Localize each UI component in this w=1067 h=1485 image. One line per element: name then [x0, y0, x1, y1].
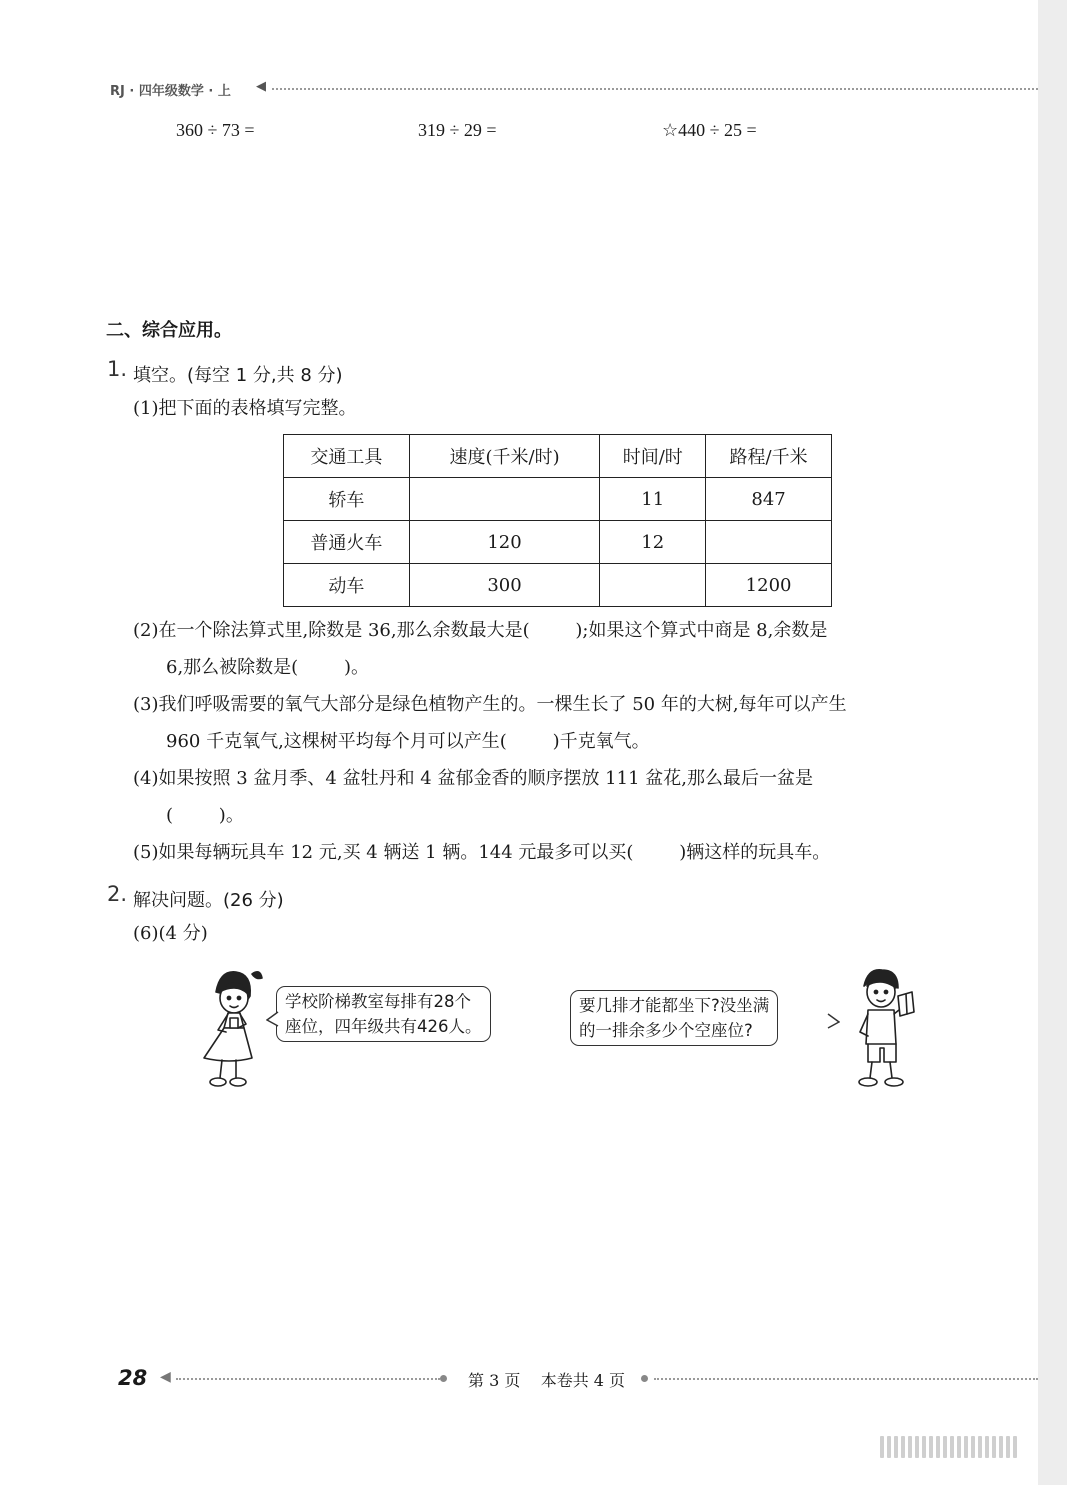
- bubble-line: 要几排才能都坐下?没坐满: [579, 996, 770, 1015]
- question-title: 解决问题。(26 分): [133, 890, 284, 911]
- calc-item: ☆440 ÷ 25 =: [662, 120, 757, 140]
- calc-item: 319 ÷ 29 =: [418, 120, 497, 140]
- sub-question-cont: ( )。: [166, 805, 244, 826]
- table-cell: 300: [409, 564, 600, 607]
- page-edge: [1038, 0, 1067, 1485]
- sub-question: (2)在一个除法算式里,除数是 36,那么余数最大是( );如果这个算式中商是 8,余数是: [133, 620, 828, 641]
- sub-question: (4)如果按照 3 盆月季、4 盆牡丹和 4 盆郁金香的顺序摆放 111 盆花,那么最后一盆是: [133, 768, 813, 789]
- transport-table: [283, 434, 832, 607]
- question-title: 填空。(每空 1 分,共 8 分): [133, 365, 343, 386]
- bubble-line: 的一排余多少个空座位?: [579, 1021, 753, 1040]
- page-indicator: 第 3 页 本卷共 4 页: [468, 1371, 626, 1390]
- table-cell: 11: [600, 478, 706, 521]
- sub-question: (1)把下面的表格填写完整。: [133, 398, 357, 419]
- sub-question-cont: 960 千克氧气,这棵树平均每个月可以产生( )千克氧气。: [166, 731, 650, 752]
- table-header: 交通工具: [284, 435, 410, 478]
- table-cell: 普通火车: [284, 521, 410, 564]
- table-cell: 轿车: [284, 478, 410, 521]
- question-number: 1.: [107, 357, 128, 381]
- table-row: [284, 521, 832, 564]
- table-cell: 动车: [284, 564, 410, 607]
- page-number: 28: [118, 1366, 148, 1390]
- girl-speech-bubble: [276, 986, 491, 1042]
- footer-bullet-icon: [440, 1375, 447, 1382]
- sub-question: (3)我们呼吸需要的氧气大部分是绿色植物产生的。一棵生长了 50 年的大树,每年可以产生: [133, 694, 847, 715]
- header-arrow-icon: ◀: [256, 79, 266, 94]
- table-header: 时间/时: [600, 435, 706, 478]
- question-number: 2.: [107, 882, 128, 906]
- calc-item: 360 ÷ 73 =: [176, 120, 255, 140]
- running-header: RJ · 四年级数学 · 上: [110, 84, 231, 99]
- boy-illustration: [846, 962, 926, 1092]
- table-cell-blank[interactable]: [706, 521, 832, 564]
- table-cell: 120: [409, 521, 600, 564]
- sub-question-cont: 6,那么被除数是( )。: [166, 657, 369, 678]
- girl-illustration: [190, 962, 270, 1092]
- bubble-tail-icon: [826, 1012, 840, 1030]
- footer-dotted-rule: [176, 1378, 440, 1380]
- table-cell: 1200: [706, 564, 832, 607]
- table-header: 速度(千米/时): [409, 435, 600, 478]
- bubble-line: 学校阶梯教室每排有28个: [285, 992, 471, 1011]
- table-cell-blank[interactable]: [600, 564, 706, 607]
- table-cell: 847: [706, 478, 832, 521]
- section-title: 二、综合应用。: [106, 320, 232, 341]
- footer-arrow-icon: ◀: [160, 1369, 171, 1385]
- table-row: [284, 478, 832, 521]
- footer-dotted-rule: [654, 1378, 1038, 1380]
- footer-bullet-icon: [641, 1375, 648, 1382]
- table-cell-blank[interactable]: [409, 478, 600, 521]
- table-header-row: [284, 435, 832, 478]
- boy-speech-bubble: [570, 990, 778, 1046]
- table-row: [284, 564, 832, 607]
- sub-question: (6)(4 分): [133, 923, 208, 944]
- header-dotted-rule: [272, 88, 1038, 90]
- watermark-bars-icon: [880, 1436, 1020, 1462]
- bubble-line: 座位，四年级共有426人。: [285, 1017, 482, 1036]
- sub-question: (5)如果每辆玩具车 12 元,买 4 辆送 1 辆。144 元最多可以买( )辆这样的玩具车。: [133, 842, 831, 863]
- table-header: 路程/千米: [706, 435, 832, 478]
- bubble-tail-icon: [266, 1010, 280, 1028]
- table-cell: 12: [600, 521, 706, 564]
